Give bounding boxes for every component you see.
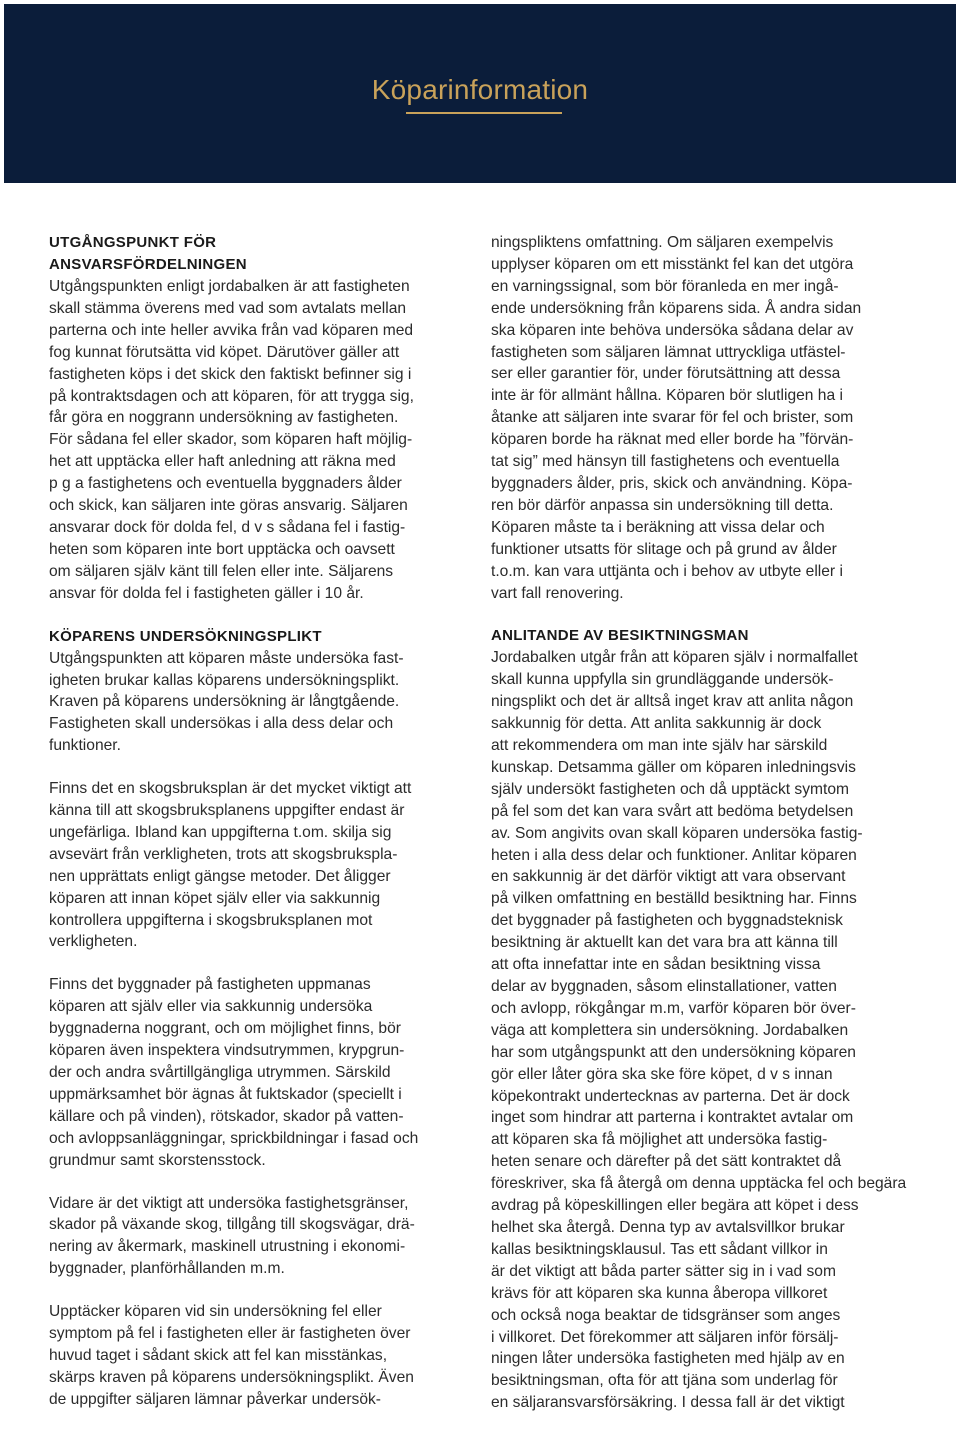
text-line: skador på växande skog, tillgång till skogsvägar, drä- (49, 1216, 415, 1234)
text-line: känna till att skogsbruksplanens uppgifter endast är (49, 802, 405, 820)
section-heading: ANLITANDE AV BESIKTNINGSMAN (491, 627, 749, 645)
text-line: källare och på vinden), rötskador, skador på vatten- (49, 1107, 404, 1125)
text-line: helhet ska återgå. Denna typ av avtalsvillkor brukar (491, 1218, 845, 1236)
header-banner (4, 4, 956, 183)
body-paragraph (49, 1301, 467, 1411)
text-line: ungefärliga. Ibland kan uppgifterna t.om. skilja sig (49, 823, 392, 841)
section-heading: ANSVARSFÖRDELNINGEN (49, 256, 247, 273)
text-line: inte är för allmänt hållna. Köparen bör slutligen ha i (491, 387, 843, 405)
text-line: För sådana fel eller skador, som köparen haft möjlig- (49, 431, 413, 449)
article-section (49, 232, 467, 605)
text-line: Fastigheten skall undersökas i alla dess delar och (49, 715, 394, 733)
text-line: p g a fastighetens och eventuella byggnaders ålder (49, 475, 402, 493)
text-line: der och andra svårtillgängliga utrymmen. Särskild (49, 1064, 391, 1081)
text-line: Finns det en skogsbruksplan är det mycket viktigt att (49, 780, 412, 798)
text-line: att ofta innefattar inte en sådan besiktning vissa (491, 956, 821, 974)
text-line: fog kunnat förutsätta vid köpet. Därutöver gäller att (49, 343, 400, 361)
text-line: nen upprättats enligt gängse metoder. Det åligger (49, 867, 391, 885)
text-line: att rekommendera om man inte själv har särskild (491, 737, 828, 755)
text-line: skärps kraven på köparens undersökningsplikt. Även (49, 1368, 414, 1386)
text-line: de uppgifter säljaren lämnar påverkar undersök- (49, 1390, 381, 1408)
text-line: uppmärksamhet bör ägnas åt fuktskador (speciellt i (49, 1085, 402, 1103)
text-line: symptom på fel i fastigheten eller är fastigheten över (49, 1325, 411, 1343)
text-line: ser eller garantier för, under förutsättning att dessa (491, 365, 841, 383)
text-line: och avlopp, rökgångar m.m, varför köparen bör över- (491, 999, 856, 1017)
text-line: verkligheten. (49, 933, 138, 951)
text-line: nering av åkermark, maskinell utrustning i ekonomi- (49, 1238, 406, 1256)
text-line: byggnader, planförhållanden m.m. (49, 1260, 285, 1278)
text-line: ansvar för dolda fel i fastigheten gäller i 10 år. (49, 584, 364, 602)
text-line: delar av byggnaden, såsom elinstallationer, vatten (491, 978, 837, 995)
text-line: besiktningsman, ofta för att tjäna som underlag för (491, 1372, 838, 1390)
text-line: åtanke att säljaren inte svarar för fel och brister, som (491, 409, 854, 427)
text-line: och skick, kan säljaren inte göras ansvarig. Säljaren (49, 497, 408, 515)
body-paragraph (49, 974, 467, 1171)
body-paragraph (491, 647, 915, 1414)
text-line: ningspliktens omfattning. Om säljaren exempelvis (491, 234, 834, 251)
text-line: ningsplikt och det är alltså inget krav att anlita någon (491, 693, 854, 711)
text-line: parterna och inte heller avvika från vad köparen med (49, 321, 414, 339)
text-line: kallas besiktningsklausul. Tas ett sådant villkor in (491, 1240, 828, 1258)
text-line: och avloppsanläggningar, sprickbildningar i fasad och (49, 1129, 419, 1147)
text-line: tat sig” med hänsyn till fastighetens och eventuella (491, 453, 840, 471)
text-line: det byggnader på fastigheten och byggnadsteknisk (491, 912, 843, 930)
article-section (491, 625, 915, 1414)
left-column (49, 232, 467, 1432)
text-line: och också noga beaktar de tidsgränser som anges (491, 1306, 841, 1324)
text-line: skall stämma överens med vad som avtalats mellan (49, 299, 407, 317)
article-section (49, 626, 467, 1411)
text-line: upplyser köparen om ett misstänkt fel kan det utgöra (491, 255, 854, 273)
text-line: en varningssignal, som bör föranleda en mer ingå- (491, 277, 839, 295)
text-line: krävs för att köparen ska kunna åberopa villkoret (491, 1284, 828, 1302)
text-line: heten senare och därefter på det sätt kontraktet då (491, 1153, 842, 1171)
text-line: sakkunnig för detta. Att anlita sakkunnig är dock (491, 715, 822, 733)
text-line: skall kunna uppfylla sin grundläggande undersök- (491, 671, 834, 689)
text-line: köparen även inspektera vindsutrymmen, krypgrun- (49, 1042, 405, 1060)
text-line: huvud taget i sådant skick att fel kan misstänkas, (49, 1346, 388, 1364)
text-line: på vilken omfattning en beställd besiktning har. Finns (491, 890, 857, 908)
section-heading: UTGÅNGSPUNKT FÖR (49, 234, 217, 251)
text-line: ningen låter undersöka fastigheten med hjälp av en (491, 1350, 845, 1368)
text-line: grundmur samt skorstensstock. (49, 1151, 266, 1169)
text-line: heten i alla dess delar och funktioner. Anlitar köparen (491, 846, 857, 864)
text-line: själv undersökt fastigheten och då upptäckt symtom (491, 780, 849, 798)
text-line: igheten brukar kallas köparens undersökningsplikt. (49, 671, 400, 689)
text-line: Kraven på köparens undersökning är långtgående. (49, 693, 400, 711)
section-heading: KÖPARENS UNDERSÖKNINGSPLIKT (49, 627, 322, 645)
page-title: Köparinformation (371, 74, 589, 105)
text-line: inget som hindrar att parterna i kontraktet avtalar om (491, 1109, 854, 1127)
text-line: vart fall renovering. (491, 584, 624, 602)
text-line: ren bör därför anpassa sin undersökning till detta. (491, 496, 834, 514)
text-line: av. Som angivits ovan skall köparen undersöka fastig- (491, 824, 863, 842)
text-line: har som utgångspunkt att den undersökning köparen (491, 1043, 856, 1061)
text-line: köparen borde ha räknat med eller borde ha ”förvän- (491, 431, 854, 449)
text-line: ende undersökning från köparens sida. Å andra sidan (491, 299, 862, 317)
body-paragraph (49, 778, 467, 953)
body-paragraph (491, 232, 915, 604)
body-paragraph (49, 648, 467, 758)
text-line: funktioner utsatts för slitage och på grund av ålder (491, 540, 837, 558)
body-paragraph (49, 1193, 467, 1281)
text-line: köparen att själv eller via sakkunnig undersöka (49, 998, 373, 1016)
text-line: besiktning är aktuellt kan det vara bra att känna till (491, 934, 838, 952)
text-line: ansvarar dock för dolda fel, d v s sådana fel i fastig- (49, 518, 406, 536)
text-line: väga att komplettera sin undersökning. Jordabalken (491, 1021, 849, 1039)
text-line: Utgångspunkten att köparen måste undersöka fast- (49, 649, 404, 667)
text-line: byggnaders ålder, pris, skick och användning. Köpa- (491, 474, 853, 492)
text-line: t.o.m. kan vara uttjänta och i behov av utbyte eller i (491, 562, 843, 580)
text-line: att köparen ska få möjlighet att undersöka fastig- (491, 1131, 828, 1149)
title-underline (406, 112, 562, 114)
text-line: fastigheten köps i det skick den faktiskt befinner sig i (49, 365, 412, 383)
text-line: på kontraktsdagen och att köparen, för att trygga sig, (49, 387, 414, 405)
text-line: Jordabalken utgår från att köparen själv i normalfallet (491, 649, 858, 667)
text-line: kunskap. Detsamma gäller om köparen inledningsvis (491, 758, 856, 776)
text-line: fastigheten som säljaren lämnat uttryckliga utfästel- (491, 343, 846, 361)
text-line: Utgångspunkten enligt jordabalken är att fastigheten (49, 278, 410, 295)
text-line: på fel som det kan vara svårt att bedöma betydelsen (491, 802, 854, 820)
text-line: funktioner. (49, 737, 121, 755)
text-line: är det viktigt att båda parter sätter sig in i vad som (491, 1262, 836, 1280)
text-line: Finns det byggnader på fastigheten uppmanas (49, 976, 371, 994)
text-line: föreskriver, ska få återgå om denna upptäcka fel och begära (491, 1175, 907, 1193)
body-paragraph (49, 276, 467, 605)
article-section (491, 232, 915, 604)
text-line: köparen att innan köpet själv eller via sakkunnig (49, 889, 381, 907)
text-line: en sakkunnig är det därför viktigt att vara observant (491, 868, 846, 886)
text-line: en säljaransvarsförsäkring. I dessa fall är det viktigt (491, 1394, 845, 1412)
text-line: byggnaderna noggrant, och om möjlighet finns, bör (49, 1020, 401, 1038)
text-line: om säljaren själv känt till felen eller inte. Säljarens (49, 562, 394, 580)
text-line: köpekontrakt undertecknas av parterna. Det är dock (491, 1087, 850, 1105)
text-line: får göra en noggrann undersökning av fastigheten. (49, 409, 399, 427)
right-column (491, 232, 915, 1435)
text-line: avsevärt från verkligheten, trots att skogsbruksplа- (49, 845, 398, 863)
text-line: i villkoret. Det förekommer att säljaren inför försälj- (491, 1328, 839, 1346)
text-line: Upptäcker köparen vid sin undersökning fel eller (49, 1303, 382, 1321)
text-line: Vidare är det viktigt att undersöka fastighetsgränser, (49, 1194, 409, 1212)
text-line: kontrollera uppgifterna i skogsbruksplanen mot (49, 911, 373, 929)
text-line: ska köparen inte behöva undersöka sådana delar av (491, 321, 854, 339)
text-line: Köparen måste ta i beräkning att vissa delar och (491, 518, 825, 536)
text-line: het att upptäcka eller haft anledning att räkna med (49, 453, 396, 471)
text-line: heten som köparen inte bort upptäcka och oavsett (49, 540, 395, 558)
text-line: avdrag på köpeskillingen eller begära att köpet i dess (491, 1197, 859, 1215)
text-line: gör eller låter göra ska ske före köpet, d v s innan (491, 1065, 833, 1083)
